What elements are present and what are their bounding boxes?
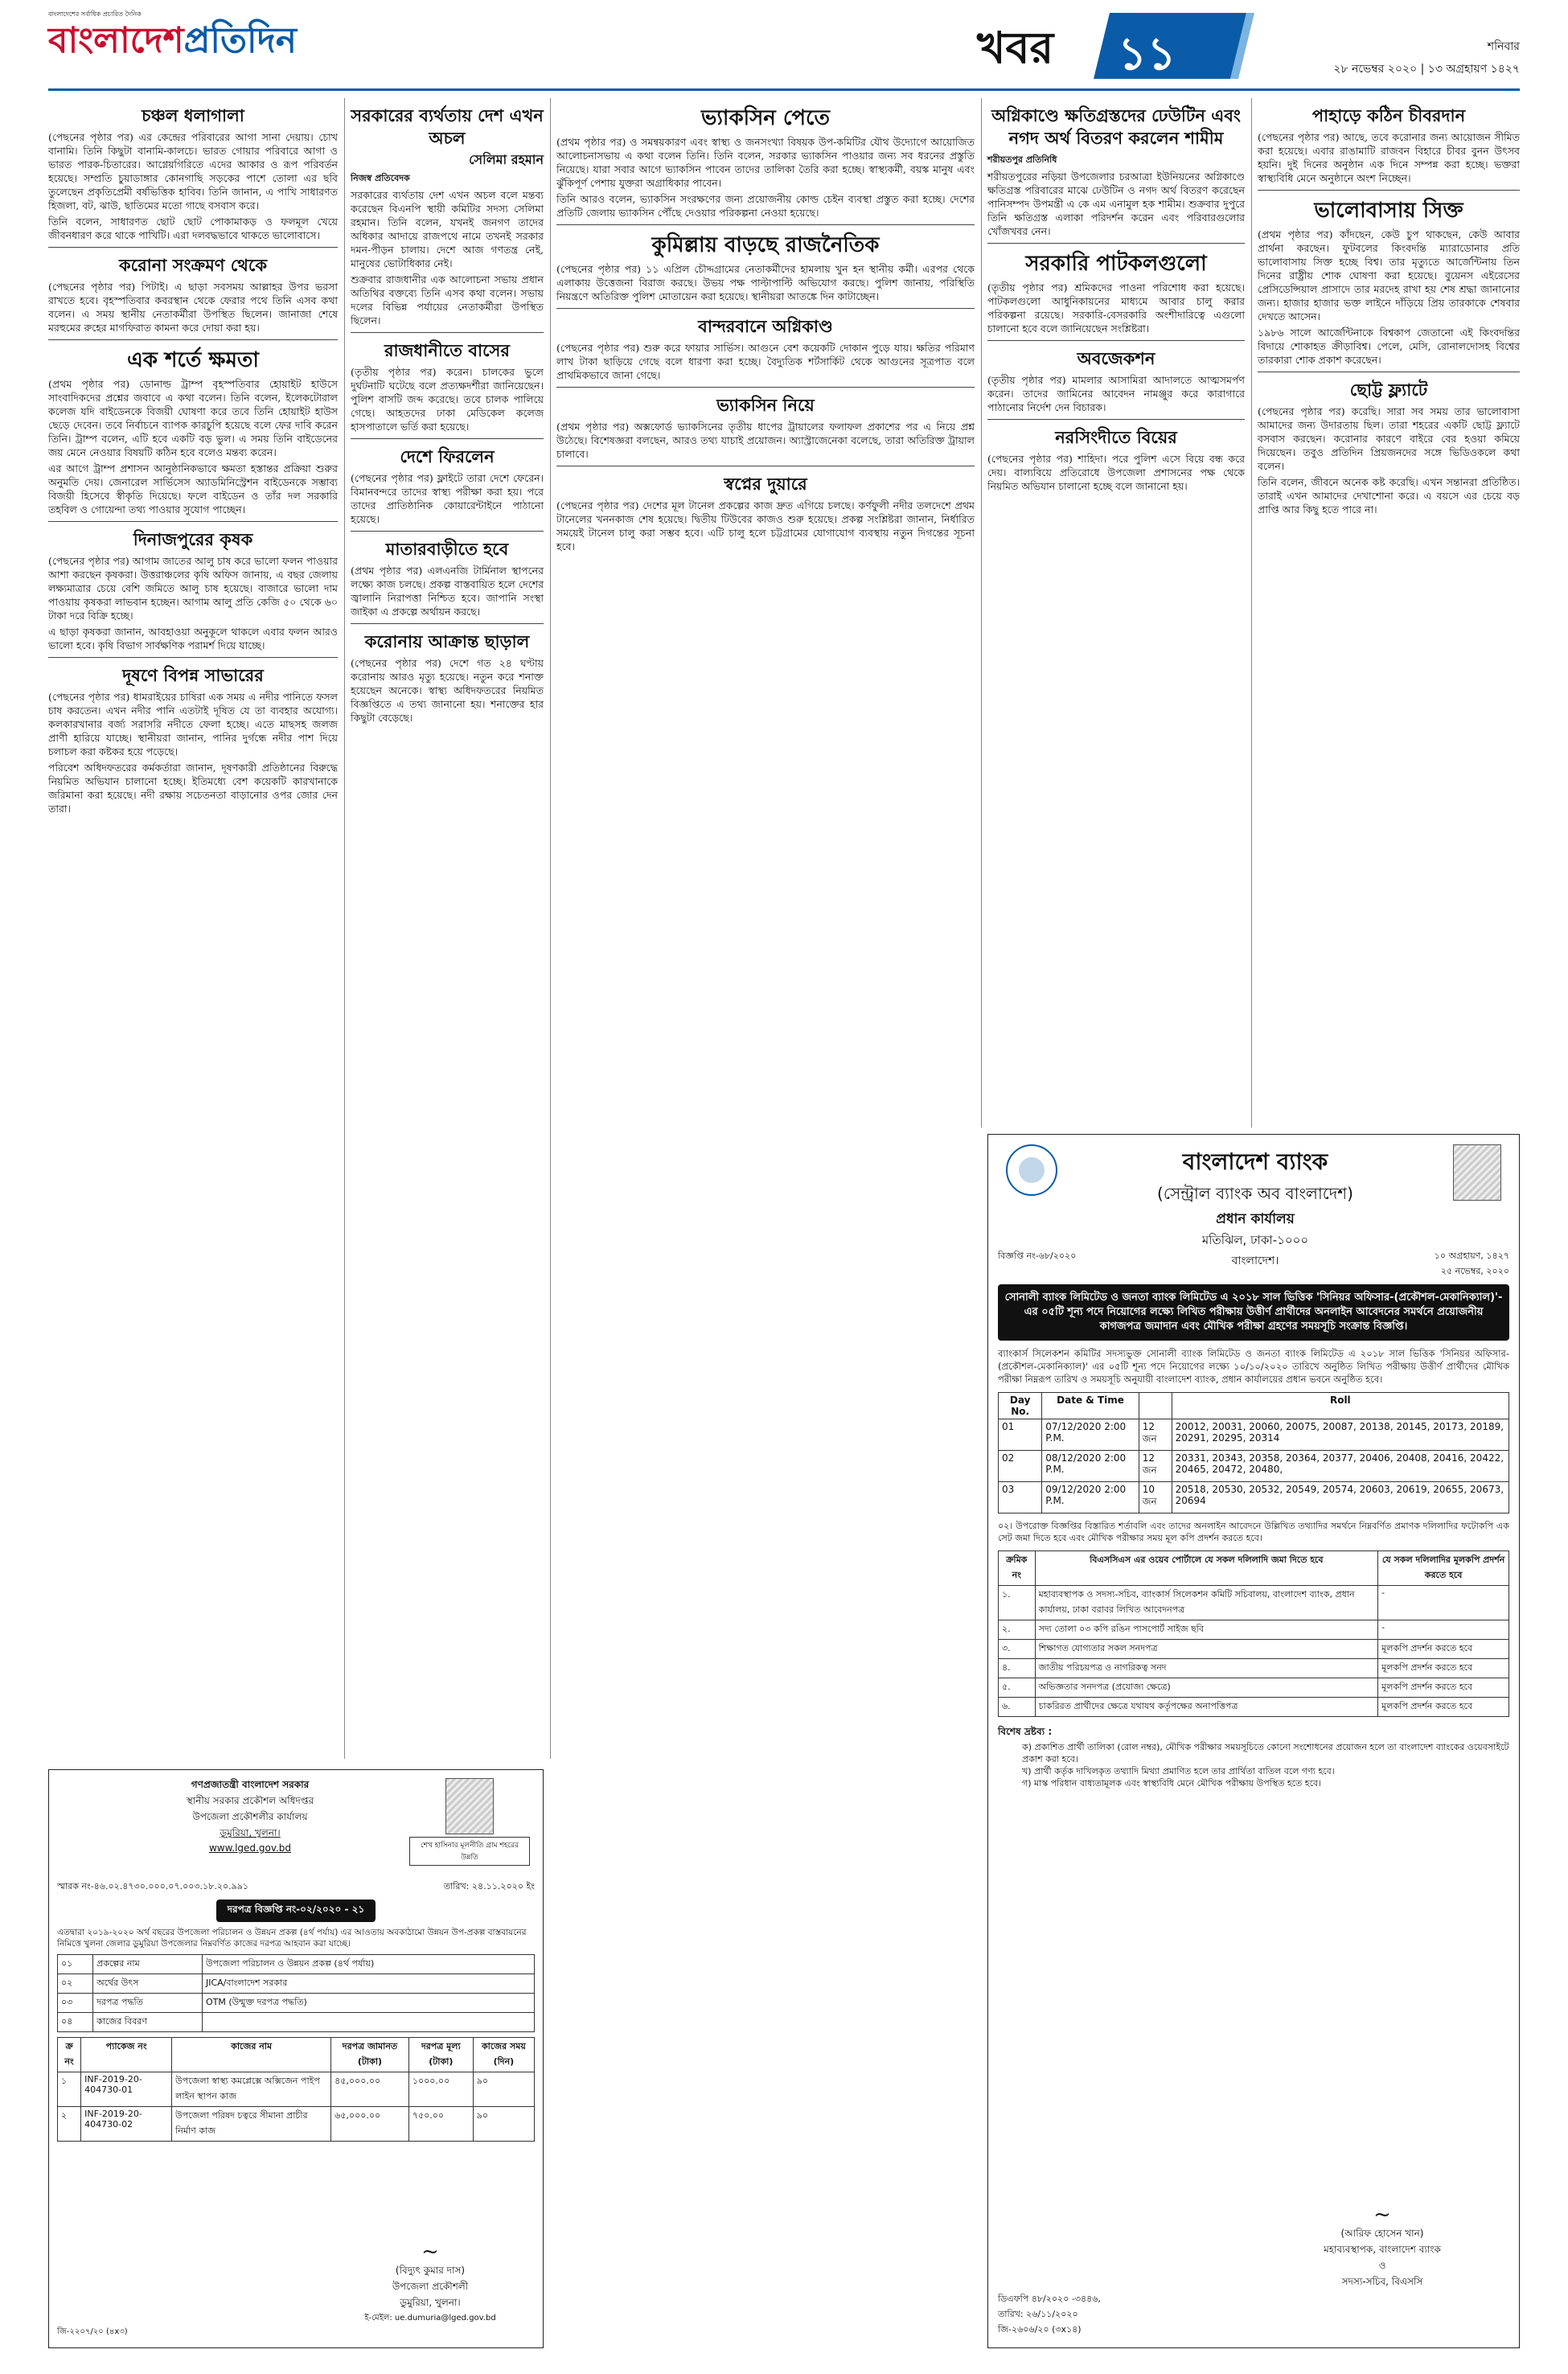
bank-dfp-date: তারিখ: ২৬/১১/২০২০ [998,2309,1078,2319]
headline-1e[interactable]: দূষণে বিপন্ন সাভারের [122,666,264,685]
para-5b2: ১৯৮৬ সালে আর্জেন্টিনাকে বিশ্বকাপ জেতানো এই কিংবদন্তির বিদায়ে শোকাহত ক্রীড়াবিশ্ব। পেলে, মেসি, রোনালদোসহ বিশ্বের তারকারা শোক প্রকাশ করেছেন। [1258,327,1520,366]
bank-documents-table [998,1550,1509,1717]
column-rule [1251,98,1252,1127]
table-row [58,2072,535,2107]
divider [351,623,544,624]
column-5 [1258,98,1520,519]
ad-place-line: ডুমুরিয়া, খুলনা। [220,1827,281,1838]
ad-works-table [57,2037,535,2142]
para-2a1: সরকারের ব্যর্থতায় দেশ এখন অচল বলে মন্তব্য করেছেন বিএনপি স্থায়ী কমিটির সদস্য সেলিমা রহমান। তিনি বলেন, যখনই জনগণ তাদের অধিকার আদায়ে রাজপথে নামে তখনই সরকার দমন-পীড়ন চালায়। দেশে আজ গণতন্ত্র নেই, মানুষের ভোটাধিকার নেই। [351,189,544,269]
table-cell: ১ [58,2072,81,2107]
table-header-cell [1139,1393,1172,1419]
divider [48,657,338,658]
bank-headline: সোনালী ব্যাংক লিমিটেড ও জনতা ব্যাংক লিমিটেড এ ২০১৮ সাল ভিত্তিক 'সিনিয়র অফিসার-(প্রকৌশল-মেকানিক্যাল)'-এর ০৫টি শূন্য পদে নিয়োগের লক্ষ্যে লিখিত পরীক্ষায় উত্তীর্ণ প্রার্থীদের অনলাইন আবেদনের সমর্থনে প্রয়োজনীয় কাগজপত্র জমাদান এবং মৌখিক পরীক্ষা গ্রহণের সময়সূচি সংক্রান্ত বিজ্ঞপ্তি। [998,1284,1509,1341]
table-cell: চাকরিরত প্রার্থীদের ক্ষেত্রে যথাযথ কর্তৃপক্ষের অনাপত্তিপত্র [1035,1698,1378,1717]
masthead [0,0,1568,97]
newspaper-logo[interactable] [48,10,306,71]
para-4a1: শরীয়তপুরের নড়িয়া উপজেলার চরআত্রা ইউনিয়নের অগ্নিকাণ্ডে ক্ষতিগ্রস্ত পরিবারের মাঝে ঢেউটিন ও নগদ অর্থ বিতরণ করেছেন পানিসম্পদ উপমন্ত্রী এ কে এম এনামুল হক শামীম। শুক্রবার দুপুরে তিনি ক্ষতিগ্রস্ত এলাকা পরিদর্শন করেন এবং পরিবারগুলোর খোঁজখবর নেন। [987,170,1245,237]
bank-seal-icon [1006,1144,1057,1196]
header-rule [48,88,1520,91]
headline-2c[interactable]: দেশে ফিরলেন [400,447,495,466]
table-cell: ৯০ [473,2107,534,2142]
table-cell: ০২ [58,1974,93,1994]
table-cell: ২ [58,2107,81,2142]
weekday: শনিবার [1487,40,1520,53]
para-1b1: (পেছনের পৃষ্ঠার পর) পিটাই। এ ছাড়া সবসময় আল্লাহর উপর ভরসা রাখতে হবে। বৃহস্পতিবার কবরস্থান থেকে ফেরার পথে তিনি এসব কথা বলেন। এ সময় স্থানীয় নেতাকর্মীরা উপস্থিত ছিলেন। জানাজা শেষে মরহুমের রুহের মাগফিরাত কামনা করে দোয়া করা হয়। [48,281,338,334]
page-number-badge [1086,10,1254,82]
table-header-cell: ক্র নং [58,2038,81,2072]
table-cell: অভিজ্ঞতার সনদপত্র (প্রযোজ্য ক্ষেত্রে) [1035,1678,1378,1698]
table-cell: জাতীয় পরিচয়পত্র ও নাগরিকত্ব সনদ [1035,1659,1378,1678]
bank-signature-mark: ~ [1373,2203,1391,2227]
ad-ref-code: জি-২২০৭/২০ (৪x৩) [57,2327,128,2336]
column-3 [556,98,975,556]
table-header-cell: দরপত্র মূল্য (টাকা) [408,2038,473,2072]
bank-dfp-code: ডিএফপি ৪৮/২০২০ -৩৪৪৬, [998,2294,1101,2304]
issue-date: ২৮ নভেম্বর ২০২০ | ১৩ অগ্রহায়ণ ১৪২৭ [1333,63,1520,76]
table-row [58,2107,535,2142]
table-cell: শিক্ষাগত যোগ্যতার সকল সনদপত্র [1035,1640,1378,1659]
table-cell: 08/12/2020 2:00 P.M. [1042,1451,1139,1482]
table-row [999,1419,1509,1451]
column-rule [344,98,345,1759]
headline-3e[interactable]: স্বপ্নের দুয়ারে [724,474,807,494]
para-3c1: (পেছনের পৃষ্ঠার পর) শুরু করে ফায়ার সার্ভিস। আগুনে বেশ কয়েকটি দোকান পুড়ে যায়। ক্ষতির পরিমাণ লাখ টাকা ছাড়িয়ে গেছে বলে ধারণা করা হচ্ছে। বৈদ্যুতিক শর্টসার্কিট থেকে আগুনের সূত্রপাত বলে প্রাথমিকভাবে জানা গেছে। [556,342,975,381]
table-row [999,1482,1509,1514]
bank-signer-role3: সদস্য-সচিব, বিএসসি [1341,2276,1423,2287]
para-2a2: শুক্রবার রাজধানীর এক আলোচনা সভায় প্রধান অতিথির বক্তব্যে তিনি এসব কথা বলেন। সভায় দলের বিভিন্ন পর্যায়ের নেতাকর্মীরা উপস্থিত ছিলেন। [351,273,544,327]
table-row [999,1640,1509,1659]
para-1d1: (পেছনের পৃষ্ঠার পর) আগাম জাতের আলু চাষ করে ভালো ফলন পাওয়ার আশা করছেন কৃষকরা। উত্তরাঞ্চলের কৃষি অফিস জানায়, এ বছর জেলায় লক্ষ্যমাত্রার চেয়ে বেশি জমিতে আলু চাষ হয়েছে। বাজারে ভালো দাম পাওয়ায় কৃষকরা লাভবান হচ্ছেন। আগাম আলু প্রতি কেজি ৫০ থেকে ৬০ টাকা দরে বিক্রি হচ্ছে। [48,555,338,622]
bank-address: মতিঝিল, ঢাকা-১০০০ [1201,1233,1309,1247]
bank-body: ব্যাংকার্স সিলেকশন কমিটির সদস্যভুক্ত সোনালী ব্যাংক লিমিটেড ও জনতা ব্যাংক লিমিটেড এ ২০১৮ সাল ভিত্তিক 'সিনিয়র অফিসার-(প্রকৌশল-মেকানিক্যাল)' এর ০৫টি শূন্য পদে নিয়োগের লক্ষ্যে ১০/১০/২০২০ তারিখে অনুষ্ঠিত লিখিত পরীক্ষায় উত্তীর্ণ প্রার্থীদের মৌখিক পরীক্ষা নিম্নরূপ তারিখ ও সময়সূচি অনুযায়ী বাংলাদেশ ব্যাংক, প্রধান কার্যালয়ের প্রধান ভবনে অনুষ্ঠিত হবে। [998,1348,1509,1385]
headline-2a[interactable]: সরকারের ব্যর্থতায় দেশ এখন অচল [351,106,544,148]
bank-subtitle: (সেন্ট্রাল ব্যাংক অব বাংলাদেশ) [1157,1184,1353,1203]
headline-3c[interactable]: বান্দরবানে অগ্নিকাণ্ড [698,317,833,336]
bank-country: বাংলাদেশ। [1231,1255,1279,1267]
divider [556,308,975,309]
lged-tender-ad [48,1769,544,2348]
table-header-cell: বিএসসিএস এর ওয়েব পোর্টালে যে সকল দলিলাদি জমা দিতে হবে [1035,1551,1378,1586]
para-2b1: (তৃতীয় পৃষ্ঠার পর) করেন। চালকের ভুলে দুর্ঘটনাটি ঘটেছে বলে প্রত্যক্ষদর্শীরা জানিয়েছেন। পুলিশ বাসটি জব্দ করেছে। তবে চালক পালিয়ে গেছে। আহতদের ঢাকা মেডিকেল কলেজ হাসপাতালে ভর্তি করা হয়েছে। [351,366,544,433]
para-1a2: তিনি বলেন, সাধারণত ছোট ছোট পোকামাকড় ও ফলমূল খেয়ে জীবনধারণ করে থাকে পাখিটি। এরা দলবদ্ধভাবে থাকতে ভালোবাসে। [48,216,338,241]
table-cell: ০৪ [58,2013,93,2032]
table-cell: - [1378,1586,1509,1620]
table-cell: JICA/বাংলাদেশ সরকার [202,1974,534,1994]
table-cell: ৫. [999,1678,1036,1698]
table-header-cell: কাজের নাম [172,2038,331,2072]
table-header-cell: প্যাকেজ নং [81,2038,172,2072]
headline-2d[interactable]: মাতারবাড়ীতে হবে [385,540,509,559]
ad-email[interactable]: ই-মেইল: ue.dumuria@lged.gov.bd [364,2314,496,2323]
divider [351,531,544,532]
bank-date-bangla: ১০ অগ্রহায়ণ, ১৪২৭ [1434,1251,1509,1261]
table-cell: 09/12/2020 2:00 P.M. [1042,1482,1139,1514]
table-header-cell: Roll [1172,1393,1508,1419]
divider [987,419,1245,420]
table-cell: 10 জন [1139,1482,1172,1514]
para-4d1: (পেছনের পৃষ্ঠার পর) শাহিদা। পরে পুলিশ এসে বিয়ে বন্ধ করে দেয়। বাল্যবিয়ে প্রতিরোধে উপজেলা প্রশাসনের পক্ষ থেকে নিয়মিত অভিযান চালানো হচ্ছে বলে জানানো হয়। [987,453,1245,492]
headline-4d[interactable]: নরসিংদীতে বিয়ের [1055,428,1177,447]
para-5c2: তিনি বলেন, জীবনে অনেক কষ্ট করেছি। এখন সন্তানরা প্রতিষ্ঠিত। তারাই এখন আমাদের দেখাশোনা করে। এ বয়সে এর চেয়ে বড় প্রাপ্তি আর কিছু হতে পারে না। [1258,476,1520,515]
leader-portrait [1453,1144,1501,1201]
table-header-cell: কাজের সময় (দিন) [473,2038,534,2072]
table-cell: 20518, 20530, 20532, 20549, 20574, 20603, 20619, 20655, 20673, 20694 [1172,1482,1508,1514]
table-cell: 20012, 20031, 20060, 20075, 20087, 20138, 20145, 20173, 20189, 20291, 20295, 20314 [1172,1419,1508,1451]
para-1c1: (প্রথম পৃষ্ঠার পর) ডোনাল্ড ট্রাম্প বৃহস্পতিবার হোয়াইট হাউসে সাংবাদিকদের প্রশ্নের জবাবে এ কথা বলেন। তিনি বলেন, ইলেকটোরাল কলেজ যদি বাইডেনকে বিজয়ী ঘোষণা করে তবে তিনি হোয়াইট হাউস ছেড়ে দেবেন। তবে নির্বাচনে ব্যাপক কারচুপি হয়েছে বলে ফের দাবি করেন তিনি। ট্রাম্প বলেন, এটি হবে একটি বড় ভুল। এ সময় তিনি বাইডেনের জয় মেনে নেওয়ার বিষয়টি কঠিন হবে বলেও মন্তব্য করেন। [48,378,338,458]
bank-schedule-table [998,1392,1509,1514]
table-cell: 20331, 20343, 20358, 20364, 20377, 20406, 20408, 20416, 20422, 20465, 20472, 20480, [1172,1451,1508,1482]
table-row [999,1678,1509,1698]
para-4c1: (তৃতীয় পৃষ্ঠার পর) মামলার আসামিরা আদালতে আত্মসমর্পণ করেন। তাদের জামিনের আবেদন নামঞ্জুর করে কারাগারে পাঠানোর নির্দেশ দেন বিচারক। [987,374,1245,413]
table-cell: মূলকপি প্রদর্শন করতে হবে [1378,1659,1509,1678]
para-1d2: এ ছাড়া কৃষকরা জানান, আবহাওয়া অনুকূলে থাকলে এবার ফলন আরও ভালো হবে। কৃষি বিভাগ সার্বক্ষণিক পরামর্শ দিয়ে যাচ্ছে। [48,626,338,651]
bank-ref-code: জি-২৬০৬/২০ (৩x১৪) [998,2324,1082,2335]
para-2d1: (প্রথম পৃষ্ঠার পর) এলএনজি টার্মিনাল স্থাপনের লক্ষ্যে কাজ চলছে। প্রকল্প বাস্তবায়িত হলে দেশের জ্বালানি নিরাপত্তা নিশ্চিত হবে। জাপানি সংস্থা জাইকা এ প্রকল্পে অর্থায়ন করছে। [351,565,544,618]
table-cell: উপজেলা স্বাস্থ্য কমপ্লেক্সে অক্সিজেন পাইপ লাইন স্থাপন কাজ [172,2072,331,2107]
bank-date-english: ২৫ নভেম্বর, ২০২০ [1440,1266,1509,1276]
table-cell [202,2013,534,2032]
para-3a2: তিনি আরও বলেন, ভ্যাকসিন সংরক্ষণের জন্য প্রয়োজনীয় কোল্ড চেইন ব্যবস্থা প্রস্তুত করা হচ্ছে। দেশের প্রতিটি জেলায় ভ্যাকসিন পৌঁছে দেওয়ার পরিকল্পনা নেওয়া হয়েছে। [556,193,975,219]
ad-dept-line: স্থানীয় সরকার প্রকৌশল অধিদপ্তর [186,1795,314,1806]
divider [48,521,338,522]
headline-4b[interactable]: সরকারি পাটকলগুলো [1025,252,1207,276]
ad-memo-number: স্মারক নং-৪৬.০২.৪৭৩০.০০০.০৭.০০৩.১৮.২০.৯৯১ [57,1881,249,1891]
table-cell: 07/12/2020 2:00 P.M. [1042,1419,1139,1451]
para-5b1: (প্রথম পৃষ্ঠার পর) কাঁদছেন, কেউ চুপ থাকছেন, কেউ আবার প্রার্থনা করছেন। ফুটবলের কিংবদন্তি ম্যারাডোনার প্রতি ভালোবাসায় সিক্ত হচ্ছে বিশ্ব। তার মৃত্যুতে আর্জেন্টিনায় তিন দিনের রাষ্ট্রীয় শোক ঘোষণা করা হয়েছে। বুয়েনস এইরেসের প্রেসিডেন্সিয়াল প্রাসাদে তার মরদেহ রাখা হয় শেষ শ্রদ্ধা জানানোর জন্য। হাজার হাজার ভক্ত লাইনে দাঁড়িয়ে প্রিয় তারকাকে শেষবার দেখতে আসেন। [1258,228,1520,322]
bank-signer-role1: মহাব্যবস্থাপক, বাংলাদেশ ব্যাংক [1324,2244,1441,2255]
para-3e1: (পেছনের পৃষ্ঠার পর) দেশের মূল টানেল প্রকল্পের কাজ দ্রুত এগিয়ে চলছে। কর্ণফুলী নদীর তলদেশে প্রথম টানেলের খননকাজ শেষ হয়েছে। দ্বিতীয় টিউবের কাজও শুরু হয়েছে। প্রকল্প সংশ্লিষ্টরা জানান, নির্ধারিত সময়েই টানেল চালু করা সম্ভব হবে। এটি চালু হলে চট্টগ্রামের যোগাযোগ ব্যবস্থায় নতুন দিগন্তের সূচনা হবে। [556,499,975,552]
table-header-cell: দরপত্র জামানত (টাকা) [331,2038,409,2072]
headline-1c[interactable]: এক শর্তে ক্ষমতা [127,348,259,372]
ad-signer-role: উপজেলা প্রকৌশলী [392,2281,469,2292]
column-2 [351,98,544,727]
table-row [58,1955,535,1974]
bank-signer: (আরিফ হোসেন খান) [1340,2228,1424,2239]
table-cell: ৬৫,০০০.০০ [331,2107,409,2142]
table-cell: প্রকল্পের নাম [93,1955,203,1974]
ad-website-link[interactable]: www.lged.gov.bd [208,1842,292,1854]
column-rule [981,98,982,1127]
ad-slogan: শেখ হাসিনার মূলনীতি গ্রাম শহরের উন্নতি [409,1837,530,1866]
bank-title: বাংলাদেশ ব্যাংক [1182,1148,1328,1175]
headline-4c[interactable]: অবজেকশন [1077,349,1155,368]
ad-office-line: উপজেলা প্রকৌশলীর কার্যালয় [192,1811,308,1822]
bank-office: প্রধান কার্যালয় [1216,1211,1295,1227]
section-title: খবর [977,23,1054,73]
note-item: গ) মাস্ক পরিধান বাধ্যতামূলক এবং স্বাস্থ্যবিধি মেনে মৌখিক পরীক্ষায় উপস্থিত হতে হবে। [1022,1778,1322,1789]
table-cell: কাজের বিবরণ [93,2013,203,2032]
bank-para2: ০২। উপরোক্ত বিজ্ঞপ্তির বিস্তারিত শর্তাবলি এবং তাদের অনলাইন আবেদনে উল্লিখিত তথ্যাদির সমর্থনে নিম্নবর্ণিত প্রমাণক দলিলাদির ফটোকপি এক সেট জমা দিতে হবে এবং মৌখিক পরীক্ষার সময় মূল কপি প্রদর্শন করতে হবে। [998,1521,1509,1543]
headline-3a[interactable]: ভ্যাকসিন পেতে [701,106,830,130]
table-row [999,1698,1509,1717]
table-cell: উপজেলা পরিষদ চত্বরে সীমানা প্রাচীর নির্মাণ কাজ [172,2107,331,2142]
table-cell: ৪৫,০০০.০০ [331,2072,409,2107]
headline-1a[interactable]: চঞ্চল ধলাগালা [142,106,244,125]
table-row [58,1974,535,1994]
logo-brand-part1: বাংলাদেশ [48,20,184,61]
headline-5a[interactable]: পাহাড়ে কঠিন চীবরদান [1311,106,1466,125]
table-cell: ০৩ [58,1994,93,2013]
table-header-cell: ক্রমিক নং [999,1551,1036,1586]
page-number: ১১ [1118,28,1176,80]
headline-5b[interactable]: ভালোবাসায় সিক্ত [1314,199,1463,223]
table-cell: ৭৫০.০০ [408,2107,473,2142]
table-cell: ৬. [999,1698,1036,1717]
para-1e1: (পেছনের পৃষ্ঠার পর) ধামরাইয়ের চাষিরা এক সময় এ নদীর পানিতে ফসল চাষ করতেন। এখন নদীর পানি এতটাই দূষিত যে তা ব্যবহার অযোগ্য। কলকারখানার বর্জ্য সরাসরি নদীতে ফেলা হচ্ছে। এতে মাছসহ জলজ প্রাণী হারিয়ে যাচ্ছে। স্থানীয়রা জানান, পানির দুর্গন্ধে নদীর পাশ দিয়ে চলাচল করা কষ্টকর হয়ে পড়েছে। [48,691,338,758]
leader-portrait [445,1778,494,1834]
para-1a1: (পেছনের পৃষ্ঠার পর) এর কেন্দ্রের পরিবারের আগা সানা দেয়ায়। চোখ বানামি। তিনি কিছুটা বানামি-কালচে। ভারত গোয়ার পরিবারে আগা ও ভারত পারক-চিতারের। আগ্নেয়গিরিতে এদের আকার ও রূপ পরিবর্তন হয়েছে। সম্প্রতি চুয়াডাঙ্গার কোনগাছি সড়কের পাশে তোলা এর ছবি তুলেছেন প্রকৃতিপ্রেমী বর্ষভিত্তিক হাবিব। তিনি জানান, এ পাখি সাধারণত হিজলা, বট, ঝাউ, ছাতিমের মতো গাছে বসবাস করে। [48,131,338,212]
table-cell: উপজেলা পরিচালন ও উন্নয়ন প্রকল্প (৪র্থ পর্যায়) [202,1955,534,1974]
table-header-cell: Day No. [999,1393,1042,1419]
divider [48,339,338,340]
headline-1d[interactable]: দিনাজপুরের কৃষক [133,530,253,549]
table-cell: ৪. [999,1659,1036,1678]
divider [351,332,544,333]
column-rule [550,98,551,1759]
ad-signer-place: ডুমুরিয়া, খুলনা। [400,2297,461,2308]
table-cell: OTM (উন্মুক্ত দরপত্র পদ্ধতি) [202,1994,534,2013]
para-4b1: (তৃতীয় পৃষ্ঠার পর) শ্রমিকদের পাওনা পরিশোধ করা হয়েছে। পাটকলগুলো আধুনিকায়নের মাধ্যমে আবার চালু করার পরিকল্পনা রয়েছে। সরকারি-বেসরকারি অংশীদারিত্বে এগুলো চালানো হবে বলে জানিয়েছেন সংশ্লিষ্টরা। [987,281,1245,335]
table-cell: মহাব্যবস্থাপক ও সদস্য-সচিব, ব্যাংকার্স সিলেকশন কমিটি সচিবালয়, বাংলাদেশ ব্যাংক, প্রধান কার্যালয়, ঢাকা বরাবর লিখিত আবেদনপত্র [1035,1586,1378,1620]
table-cell: অর্থের উৎস [93,1974,203,1994]
bank-note-title: বিশেষ দ্রষ্টব্য : [998,1726,1053,1737]
para-5a1: (পেছনের পৃষ্ঠার পর) আছে, তবে করোনার জন্য আয়োজন সীমিত করা হয়েছে। এবার রাঙামাটি রাজবন বিহারে চীবর বুনন উৎসব হয়নি। দুই দিনের অনুষ্ঠান এক দিনে সম্পন্ন করা হচ্ছে। ভক্তরা স্বাস্থ্যবিধি মেনে অনুষ্ঠানে অংশ নিচ্ছেন। [1258,131,1520,184]
para-1e2: পরিবেশ অধিদফতরের কর্মকর্তারা জানান, দূষণকারী প্রতিষ্ঠানের বিরুদ্ধে নিয়মিত অভিযান চালানো হচ্ছে। ইতিমধ্যে বেশ কয়েকটি কারখানাকে জরিমানা করা হয়েছে। নদী রক্ষায় সচেতনতা বাড়ানোর ওপর জোর দেন তারা। [48,762,338,815]
bank-notice-number: বিজ্ঞপ্তি নং-৬৮/২০২০ [998,1251,1077,1261]
table-row [999,1451,1509,1482]
column-4 [987,98,1245,495]
byline: নিজস্ব প্রতিবেদক [351,173,410,183]
logo-brand-part2: প্রতিদিন [183,20,297,61]
table-cell: মূলকপি প্রদর্শন করতে হবে [1378,1678,1509,1698]
bangladesh-bank-ad [987,1134,1520,2348]
divider [556,224,975,225]
headline-2e[interactable]: করোনায় আক্রান্ত ছাড়াল [364,632,530,651]
table-cell: ৩. [999,1640,1036,1659]
table-cell: INF-2019-20-404730-02 [81,2107,172,2142]
logo-tagline: বাংলাদেশের সর্বাধিক প্রচারিত দৈনিক [48,10,142,18]
ad-signer: (বিদ্যুৎ কুমার দাস) [395,2265,466,2276]
table-row [58,1994,535,2013]
para-5c1: (পেছনের পৃষ্ঠার পর) করেছি। সারা সব সময় তার ভালোবাসা আমাদের জন্য উদারতায় ছিল। তারা শহরের একটি ছোট্ট ফ্ল্যাটে বসবাস করছেন। করোনার কারণে বাইরে বের হওয়া কমিয়ে দিয়েছেন। তবুও প্রতিদিন প্রিয়জনদের সঙ্গে ভিডিওকলে কথা বলেন। [1258,405,1520,472]
divider [987,243,1245,244]
headline-3b[interactable]: কুমিল্লায় বাড়ছে রাজনৈতিক [651,233,880,257]
table-cell: ০১ [58,1955,93,1974]
bank-notes [998,1741,1509,1789]
divider [48,247,338,248]
para-3a1: (প্রথম পৃষ্ঠার পর) ও সমন্বয়কারণ এবং স্বাস্থ্য ও জনসংখ্যা বিষয়ক উপ-কমিটির যৌথ উদ্যোগে আয়োজিত আলোচনাসভায় এ কথা বলেন তিনি। তিনি বলেন, সরকার ভ্যাকসিন পাওয়ার জন্য সব ধরনের প্রস্তুতি নিয়েছে। যারা সবার আগে ভ্যাকসিন পাবেন তাদের তালিকা তৈরি করা হচ্ছে। স্বাস্থ্যকর্মী, বয়স্ক মানুষ এবং ঝুঁকিপূর্ণ পেশায় যুক্তরা অগ্রাধিকার পাবেন। [556,136,975,189]
ad-date: তারিখ: ২৪.১১.২০২০ ইং [443,1881,535,1891]
bank-signer-role2: ও [1378,2260,1386,2271]
table-cell: সদ্য তোলা ০৩ কপি রঙিন পাসপোর্ট সাইজ ছবি [1035,1620,1378,1640]
divider [556,387,975,388]
table-cell: 12 জন [1139,1419,1172,1451]
para-1c2: এর আগে ট্রাম্প প্রশাসন আনুষ্ঠানিকভাবে ক্ষমতা হস্তান্তর প্রক্রিয়া শুরুর অনুমতি দেয়। জেনারেল সার্ভিসেস অ্যাডমিনিস্ট্রেশন বাইডেনকে সম্ভাব্য বিজয়ী হিসেবে স্বীকৃতি দিয়েছে। ফলে বাইডেন ও তাঁর দল সরকারি তহবিল ও গোয়েন্দা তথ্য পাওয়ার সুযোগ পাচ্ছেন। [48,462,338,515]
headline-1b[interactable]: করোনা সংক্রমণ থেকে [118,256,268,275]
headline-5c[interactable]: ছোট্ট ফ্ল্যাটে [1349,380,1428,400]
table-cell: মূলকপি প্রদর্শন করতে হবে [1378,1640,1509,1659]
column-1 [48,98,338,818]
divider [351,438,544,439]
table-cell: - [1378,1620,1509,1640]
table-cell: ২. [999,1620,1036,1640]
ad-info-table [57,1954,535,2032]
headline-4a[interactable]: অগ্নিকাণ্ডে ক্ষতিগ্রস্তদের ঢেউটিন এবং নগদ অর্থ বিতরণ করলেন শামীম [991,106,1241,148]
headline-3d[interactable]: ভ্যাকসিন নিয়ে [716,396,815,415]
para-2c1: (পেছনের পৃষ্ঠার পর) ফ্লাইটে তারা দেশে ফেরেন। বিমানবন্দরে তাদের স্বাস্থ্য পরীক্ষা করা হয়। পরে তাদের প্রাতিষ্ঠানিক কোয়ারেন্টাইনে পাঠানো হয়েছে। [351,472,544,525]
para-2e1: (পেছনের পৃষ্ঠার পর) দেশে গত ২৪ ঘণ্টায় করোনায় আরও মৃত্যু হয়েছে। নতুন করে শনাক্ত হয়েছেন অনেকে। স্বাস্থ্য অধিদফতরের নিয়মিত বিজ্ঞপ্তিতে এ তথ্য জানানো হয়। শনাক্তের হার কিছুটা বেড়েছে। [351,657,544,724]
ad-intro: এতদ্বারা ২০১৯-২০২০ অর্থ বছরের উপজেলা পরিচালন ও উন্নয়ন প্রকল্প (৪র্থ পর্যায়) এর আওতায় অবকাঠামো উন্নয়ন উপ-প্রকল্প বাস্তবায়নের নিমিত্তে খুলনা জেলার ডুমুরিয়া উপজেলার নিম্নবর্ণিত কাজের দরপত্র আহবান করা যাচ্ছে। [57,1928,527,1949]
byline: শরীয়তপুর প্রতিনিধি [987,154,1057,165]
headline-2b[interactable]: রাজধানীতে বাসের [384,341,510,360]
table-row [999,1586,1509,1620]
para-3d1: (প্রথম পৃষ্ঠার পর) অক্সফোর্ড ভ্যাকসিনের তৃতীয় ধাপের ট্রায়ালের ফলাফল প্রকাশের পর এ নিয়ে প্রশ্ন উঠেছে। বিশেষজ্ঞরা বলছেন, আরও তথ্য যাচাই প্রয়োজন। অ্যাস্ট্রাজেনেকা বলেছে, তারা অতিরিক্ত ট্রায়াল চালাবে। [556,421,975,460]
table-row [999,1620,1509,1640]
table-row [58,2013,535,2032]
para-3b1: (পেছনের পৃষ্ঠার পর) ১১ এপ্রিল চৌদ্দগ্রামের নেতাকর্মীদের হামলায় খুন হন স্থানীয় কর্মী। এরপর থেকে এলাকায় উত্তেজনা বিরাজ করছে। উভয় পক্ষ পাল্টাপাল্টি অভিযোগ করছে। পুলিশ জানায়, পরিস্থিতি নিয়ন্ত্রণে অতিরিক্ত পুলিশ মোতায়েন করা হয়েছে। স্থানীয়রা আতঙ্কে দিন কাটাচ্ছেন। [556,263,975,302]
ad-tender-title: দরপত্র বিজ্ঞপ্তি নং-০২/২০২০ - ২১ [216,1900,376,1922]
note-item: খ) প্রার্থী কর্তৃক দাখিলকৃত তথ্যাদি মিথ্যা প্রমাণিত হলে তার প্রার্থিতা বাতিল বলে গণ্য হবে। [1022,1766,1335,1776]
table-cell: মূলকপি প্রদর্শন করতে হবে [1378,1698,1509,1717]
table-cell: INF-2019-20-404730-01 [81,2072,172,2107]
table-cell: 01 [999,1419,1042,1451]
author-name: সেলিমা রহমান [469,152,544,167]
table-cell: দরপত্র পদ্ধতি [93,1994,203,2013]
table-row [999,1659,1509,1678]
divider [987,340,1245,341]
note-item: ক) প্রকাশিত প্রার্থী তালিকা (রোল নম্বর), মৌখিক পরীক্ষার সময়সূচিতে কোনো সংশোধনের প্রয়োজন হলে তা বাংলাদেশ ব্যাংকের ওয়েবসাইটে প্রকাশ করা হবে। [1022,1742,1509,1764]
ad-gov-line: গণপ্রজাতন্ত্রী বাংলাদেশ সরকার [191,1779,310,1790]
table-cell: 12 জন [1139,1451,1172,1482]
dateline [1333,35,1520,80]
table-cell: ৯০ [473,2072,534,2107]
table-cell: 02 [999,1451,1042,1482]
table-header-cell: Date & Time [1042,1393,1139,1419]
ad-signature-mark: ~ [421,2240,439,2264]
table-cell: ১. [999,1586,1036,1620]
table-cell: ১০০০.০০ [408,2072,473,2107]
divider [1258,190,1520,191]
table-header-cell: যে সকল দলিলাদির মূলকপি প্রদর্শন করতে হবে [1378,1551,1509,1586]
table-cell: 03 [999,1482,1042,1514]
